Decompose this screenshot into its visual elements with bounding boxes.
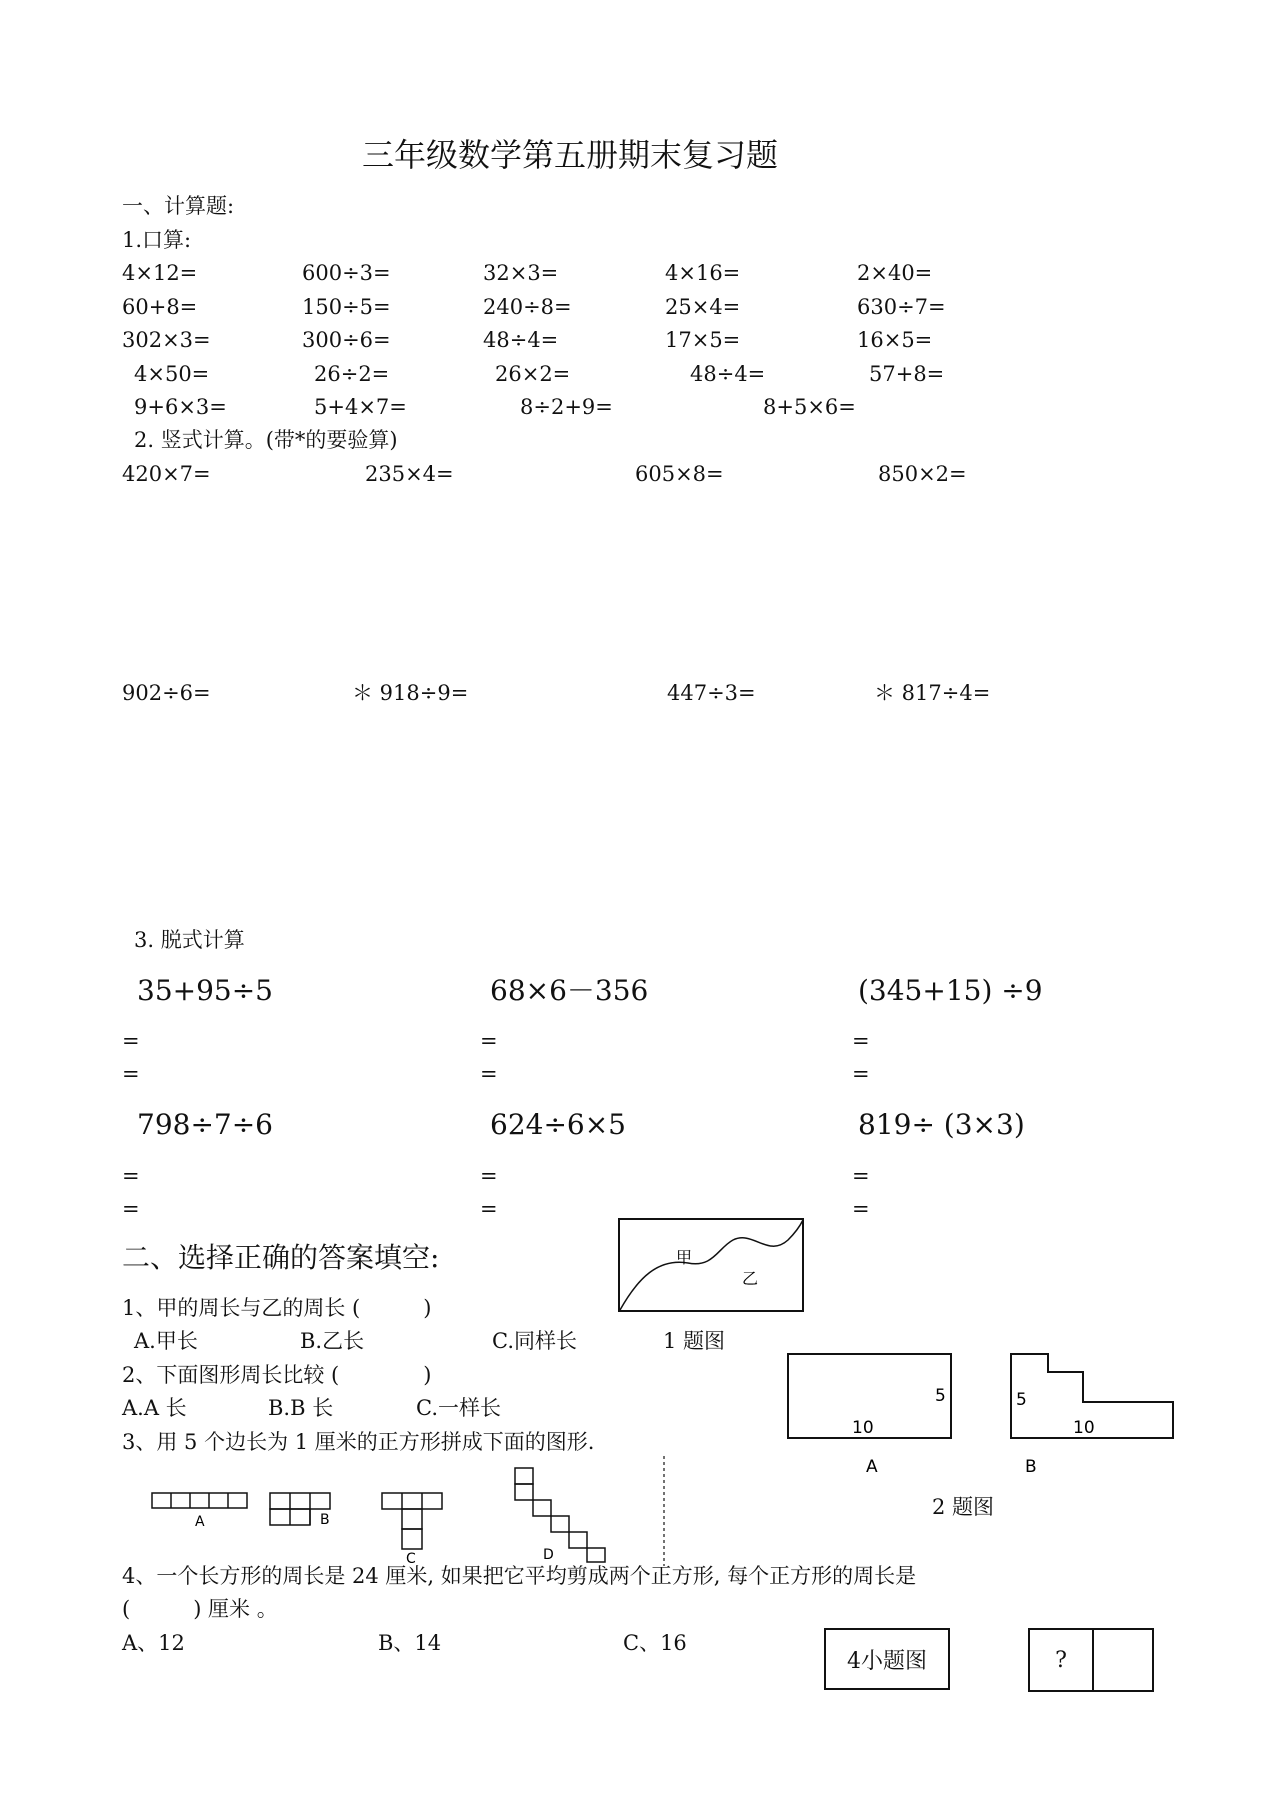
oral-item: 150÷5= (302, 295, 391, 319)
vertical-item: ＊ 817÷4= (874, 681, 991, 705)
vertical-item: 902÷6= (122, 681, 211, 705)
q1-option-a: A.甲长 (134, 1329, 198, 1353)
oral-item: 2×40= (857, 261, 933, 285)
vertical-item: 420×7= (122, 462, 211, 486)
vertical-item: 605×8= (635, 462, 724, 486)
oral-item: 8÷2+9= (520, 395, 613, 419)
equals-sign: = (122, 1062, 140, 1086)
equals-sign: = (480, 1029, 498, 1053)
figure-3-label-d: D (543, 1547, 554, 1563)
oral-item: 4×50= (134, 362, 210, 386)
oral-item: 4×12= (122, 261, 198, 285)
equals-sign: = (480, 1197, 498, 1221)
figure-2-caption: 2 题图 (932, 1495, 995, 1519)
equals-sign: = (480, 1062, 498, 1086)
oral-item: 57+8= (869, 362, 945, 386)
stepwise-expr: 624÷6×5 (490, 1108, 626, 1141)
q2-option-b: B.B 长 (268, 1396, 334, 1420)
oral-item: 26×2= (495, 362, 571, 386)
equals-sign: = (122, 1029, 140, 1053)
oral-item: 60+8= (122, 295, 198, 319)
q1-option-b: B.乙长 (300, 1329, 365, 1353)
q1-text: 1、甲的周长与乙的周长 ( ) (122, 1296, 432, 1320)
q1-option-c: C.同样长 (492, 1329, 577, 1353)
equals-sign: = (852, 1164, 870, 1188)
figure-3-diagram (150, 1466, 620, 1566)
section2-heading: 二、选择正确的答案填空: (122, 1241, 440, 1274)
figure-4-caption-box (824, 1628, 950, 1690)
oral-item: 16×5= (857, 328, 933, 352)
oral-item: 600÷3= (302, 261, 391, 285)
stepwise-expr: 35+95÷5 (137, 974, 273, 1007)
equals-sign: = (122, 1164, 140, 1188)
page-title: 三年级数学第五册期末复习题 (362, 136, 779, 174)
equals-sign: = (852, 1029, 870, 1053)
figure-4-diagram (1028, 1628, 1154, 1692)
figure-3-label-a: A (195, 1514, 205, 1530)
figure-4-question-mark: ? (1055, 1647, 1067, 1673)
section1-heading: 一、计算题: (122, 194, 235, 218)
stepwise-expr: (345+15) ÷9 (858, 974, 1043, 1007)
oral-item: 48÷4= (690, 362, 766, 386)
oral-item: 300÷6= (302, 328, 391, 352)
figure-2a-name: A (866, 1457, 878, 1477)
q2-option-c: C.一样长 (416, 1396, 501, 1420)
oral-item: 32×3= (483, 261, 559, 285)
vertical-item: 850×2= (878, 462, 967, 486)
q4-text-2: ( ) 厘米 。 (122, 1597, 278, 1621)
figure-2-diagram (786, 1352, 1186, 1482)
stepwise-expr: 798÷7÷6 (137, 1108, 273, 1141)
stepwise-expr: 819÷ (3×3) (858, 1108, 1025, 1141)
oral-item: 48÷4= (483, 328, 559, 352)
figure-1-label-b: 乙 (742, 1269, 759, 1288)
figure-4-caption: 4小题图 (847, 1648, 927, 1674)
figure-2b-width: 10 (1073, 1418, 1095, 1438)
equals-sign: = (480, 1164, 498, 1188)
figure-1-caption: 1 题图 (663, 1329, 726, 1353)
vertical-item: ＊ 918÷9= (352, 681, 469, 705)
q4-option-a: A、12 (122, 1631, 185, 1655)
q4-text: 4、一个长方形的周长是 24 厘米, 如果把它平均剪成两个正方形, 每个正方形的周长是 (122, 1564, 917, 1588)
figure-2b-height: 5 (1016, 1390, 1027, 1410)
oral-item: 630÷7= (857, 295, 946, 319)
equals-sign: = (852, 1062, 870, 1086)
equals-sign: = (122, 1197, 140, 1221)
figure-4-left-square (1030, 1630, 1094, 1690)
figure-2b-name: B (1025, 1457, 1037, 1477)
vertical-label: 2. 竖式计算。(带*的要验算) (134, 428, 398, 452)
stepwise-label: 3. 脱式计算 (134, 928, 245, 952)
equals-sign: = (852, 1197, 870, 1221)
oral-item: 4×16= (665, 261, 741, 285)
figure-3-label-b: B (320, 1512, 330, 1528)
q3-text: 3、用 5 个边长为 1 厘米的正方形拼成下面的图形. (122, 1430, 595, 1454)
dotted-divider (662, 1456, 666, 1566)
oral-item: 8+5×6= (763, 395, 856, 419)
figure-1-diagram (618, 1218, 805, 1313)
oral-item: 240÷8= (483, 295, 572, 319)
figure-3-label-c: C (406, 1551, 416, 1567)
oral-item: 9+6×3= (134, 395, 227, 419)
oral-item: 17×5= (665, 328, 741, 352)
figure-1-label-a: 甲 (676, 1248, 693, 1267)
oral-item: 302×3= (122, 328, 211, 352)
q4-option-b: B、14 (378, 1631, 442, 1655)
q2-option-a: A.A 长 (122, 1396, 187, 1420)
figure-2a-width: 10 (852, 1418, 874, 1438)
q2-text: 2、下面图形周长比较 ( ) (122, 1363, 432, 1387)
oral-item: 5+4×7= (314, 395, 407, 419)
stepwise-expr: 68×6－356 (490, 974, 649, 1007)
figure-4-right-square (1094, 1630, 1152, 1690)
q4-option-c: C、16 (623, 1631, 687, 1655)
vertical-item: 447÷3= (667, 681, 756, 705)
figure-2a-height: 5 (935, 1386, 946, 1406)
vertical-item: 235×4= (365, 462, 454, 486)
oral-item: 26÷2= (314, 362, 390, 386)
oral-label: 1.口算: (122, 228, 192, 252)
oral-item: 25×4= (665, 295, 741, 319)
